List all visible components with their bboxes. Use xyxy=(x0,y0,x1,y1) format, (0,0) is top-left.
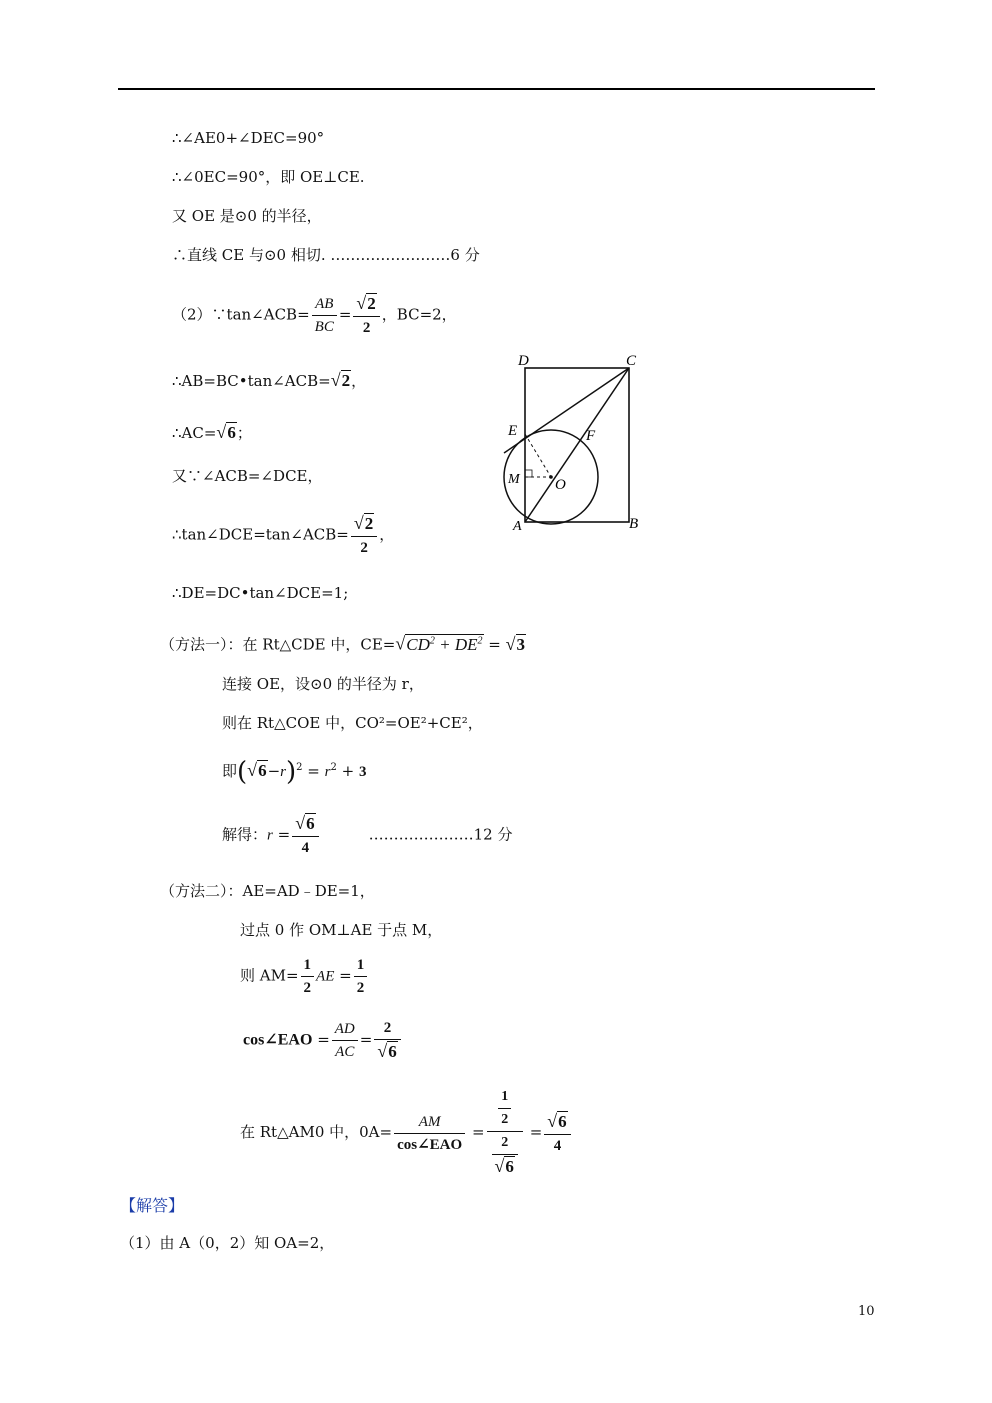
numerator: 1 xyxy=(354,954,368,977)
step-line: ∴DE=DC•tan∠DCE=1; xyxy=(172,584,349,602)
text: ，BC=2， xyxy=(381,305,457,324)
radicand: 6 xyxy=(558,1111,567,1131)
denominator: 2 xyxy=(362,320,371,336)
equals: = xyxy=(471,1123,485,1141)
paren: ) xyxy=(285,757,297,787)
var: r xyxy=(280,764,286,780)
fraction xyxy=(312,293,337,338)
minus: − xyxy=(267,762,281,780)
term: CD xyxy=(406,634,430,654)
text: ∴tan∠DCE=tan∠ACB= xyxy=(172,525,349,544)
text: ； xyxy=(236,424,252,442)
text: 在 Rt△AM0 中，0A= xyxy=(240,1123,393,1141)
text: ， xyxy=(351,372,367,390)
var: r xyxy=(267,827,273,844)
denominator: 4 xyxy=(553,1137,562,1154)
diagonal-AC xyxy=(525,368,629,522)
step-line: 连接 OE，设⊙0 的半径为 r， xyxy=(222,675,424,693)
fraction xyxy=(354,954,368,999)
denominator: 2 xyxy=(360,540,368,556)
paren: ( xyxy=(237,757,248,787)
denominator: 2 xyxy=(501,1112,509,1127)
step-line xyxy=(243,1017,403,1064)
fraction: $\frac{2}{√6}$ xyxy=(374,1017,400,1064)
step-line: 又 OE 是⊙0 的半径， xyxy=(172,207,322,225)
numerator: 2 xyxy=(492,1132,518,1155)
right-angle-mark xyxy=(525,470,532,477)
equals: = xyxy=(359,1030,373,1049)
equals: = xyxy=(488,635,501,654)
label-A: A xyxy=(513,519,522,534)
text: ∴AC= xyxy=(172,424,217,442)
label-M: M xyxy=(508,472,520,487)
fraction xyxy=(332,1018,358,1063)
numerator: AM xyxy=(394,1111,465,1134)
radicand: 6 xyxy=(227,423,236,442)
denominator: 4 xyxy=(301,840,310,856)
step-line: （方法二）：AE=AD﹣DE=1， xyxy=(160,882,375,900)
numerator: 2 xyxy=(374,1017,400,1040)
exponent: 2 xyxy=(429,635,435,646)
denominator: BC xyxy=(314,319,334,335)
equals: = xyxy=(277,825,291,844)
fraction: $\frac{√6}{4}$ xyxy=(544,1110,570,1157)
label-C: C xyxy=(626,353,637,369)
equals: = xyxy=(339,966,352,985)
denominator: cos∠EAO xyxy=(397,1136,463,1153)
step-line: 则在 Rt△COE 中，CO²=OE²+CE²， xyxy=(222,714,483,732)
step-line: 即$(√6-r)^2 = r^2 + 3$ xyxy=(222,757,367,787)
step-line: （方法一）：在 Rt△CDE 中，$CE=√CD^2 + DE^2 = √3$ xyxy=(160,633,526,654)
text: ， xyxy=(379,525,395,544)
step-line xyxy=(172,512,394,559)
text: 即 xyxy=(222,762,238,780)
exponent: 2 xyxy=(296,762,303,773)
expression: cos∠EAO xyxy=(243,1031,313,1049)
text: 则 AM= xyxy=(240,966,299,985)
text: （2）∵tan∠ACB= xyxy=(172,305,310,324)
equals: = xyxy=(307,762,320,780)
text: …………………12 分 xyxy=(368,825,513,844)
radicand: 2 xyxy=(341,371,351,390)
numerator: 1 xyxy=(498,1086,511,1109)
step-line: ∴∠AE0+∠DEC=90° xyxy=(172,129,325,147)
var: AE xyxy=(316,968,335,985)
fraction xyxy=(301,954,315,999)
step-line xyxy=(172,292,457,339)
geometry-figure xyxy=(496,348,646,534)
step-line: 又∵∠ACB=∠DCE， xyxy=(172,467,323,485)
step-line xyxy=(222,812,512,859)
page-number: 10 xyxy=(858,1304,875,1319)
label-B: B xyxy=(629,516,639,532)
step-line: 过点 0 作 OM⊥AE 于点 M， xyxy=(240,921,443,939)
step-line: ∴AB=BC•tan∠ACB=√2， xyxy=(172,370,367,390)
radicand: 6 xyxy=(306,814,315,833)
header-rule xyxy=(118,88,875,90)
step-line: ∴直线 CE 与⊙0 相切. ……………………6 分 xyxy=(172,246,480,264)
segment-OE xyxy=(525,434,551,477)
text: （方法一）：在 Rt△CDE 中，CE= xyxy=(160,635,396,654)
denominator: 2 xyxy=(303,980,312,996)
label-E: E xyxy=(508,423,518,439)
denominator: AC xyxy=(335,1044,355,1060)
step-line: （1）由 A（0，2）知 OA=2， xyxy=(120,1234,335,1252)
exponent: 2 xyxy=(330,762,337,773)
radicand: 2 xyxy=(364,514,374,533)
answer-header: 【解答】 xyxy=(120,1196,185,1215)
complex-fraction: $\frac{\frac{1}{2}}{\frac{2}{√6}}$ xyxy=(487,1086,523,1180)
fraction: $\frac{√2}{2}$ xyxy=(351,512,377,559)
fraction: $\frac{√6}{4}$ xyxy=(292,812,318,859)
equals: = xyxy=(529,1123,543,1141)
text: ∴AB=BC•tan∠ACB= xyxy=(172,372,331,390)
radicand: 2 xyxy=(367,294,376,313)
fraction xyxy=(394,1111,465,1156)
label-F: F xyxy=(586,428,596,444)
equals: = xyxy=(338,305,352,324)
plus: + xyxy=(341,762,355,780)
radicand: 6 xyxy=(258,761,267,780)
label-O: O xyxy=(555,477,566,493)
numerator: 1 xyxy=(301,954,315,977)
numerator: AB xyxy=(312,293,337,316)
equals: = xyxy=(317,1030,330,1049)
numerator: AD xyxy=(332,1018,358,1041)
step-line xyxy=(240,1086,573,1180)
point-O xyxy=(549,475,553,479)
term: DE xyxy=(454,634,478,654)
exponent: 2 xyxy=(477,635,483,646)
step-line xyxy=(240,954,369,999)
radicand: 3 xyxy=(516,634,526,654)
var: r xyxy=(324,764,331,780)
step-line: ∴∠0EC=90°，即 OE⊥CE. xyxy=(172,168,365,186)
number: 3 xyxy=(359,764,367,780)
plus: + xyxy=(439,634,451,654)
step-line: ∴AC=√6； xyxy=(172,422,252,442)
label-D: D xyxy=(518,353,529,369)
radicand: 6 xyxy=(505,1157,514,1176)
denominator: 2 xyxy=(356,980,365,996)
fraction: $\frac{√2}{2}$ xyxy=(353,292,379,339)
text: 解得： xyxy=(222,825,268,844)
radicand: 6 xyxy=(388,1042,397,1061)
